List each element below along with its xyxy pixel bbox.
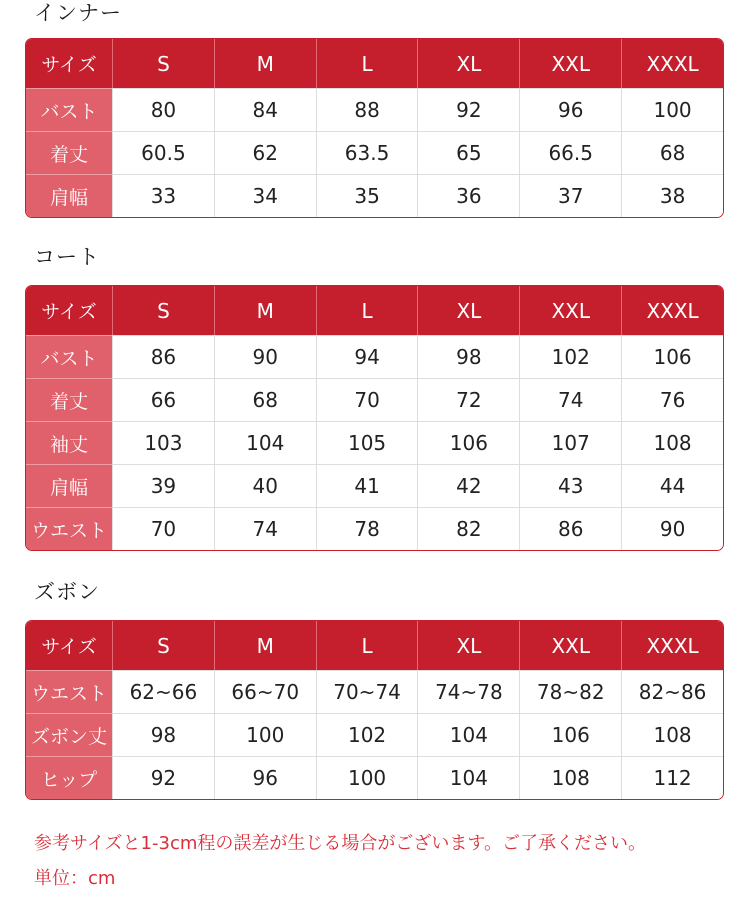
table-cell: 33: [112, 174, 214, 217]
table-cell: 104: [417, 713, 519, 756]
table-cell: 34: [214, 174, 316, 217]
table-row: [26, 88, 723, 131]
row-label: 肩幅: [26, 464, 112, 507]
table-row: [26, 174, 723, 217]
table-cell: 90: [214, 335, 316, 378]
table-cell: 38: [621, 174, 723, 217]
row-label: ズボン丈: [26, 713, 112, 756]
table-cell: 88: [316, 88, 418, 131]
table-cell: 84: [214, 88, 316, 131]
table-cell: 100: [316, 756, 418, 799]
table-cell: 94: [316, 335, 418, 378]
table-cell: 80: [112, 88, 214, 131]
header-cell-size: サイズ: [26, 286, 112, 335]
table-cell: 74~78: [417, 670, 519, 713]
header-cell-xl: XL: [417, 286, 519, 335]
table-cell: 62: [214, 131, 316, 174]
unit-note: 単位：cm: [34, 868, 116, 889]
table-row: [26, 335, 723, 378]
pants-header-row: [26, 621, 723, 670]
table-cell: 66.5: [519, 131, 621, 174]
header-cell-xxxl: XXXL: [621, 39, 723, 88]
coat-section-title: コート: [34, 245, 100, 269]
table-cell: 65: [417, 131, 519, 174]
table-cell: 107: [519, 421, 621, 464]
row-label: ウエスト: [26, 670, 112, 713]
header-cell-m: M: [214, 621, 316, 670]
header-cell-xxxl: XXXL: [621, 286, 723, 335]
table-row: [26, 507, 723, 550]
table-row: [26, 131, 723, 174]
table-cell: 41: [316, 464, 418, 507]
table-row: [26, 670, 723, 713]
table-cell: 44: [621, 464, 723, 507]
table-cell: 103: [112, 421, 214, 464]
coat-header-row: [26, 286, 723, 335]
header-cell-l: L: [316, 39, 418, 88]
table-cell: 37: [519, 174, 621, 217]
table-cell: 63.5: [316, 131, 418, 174]
row-label: バスト: [26, 88, 112, 131]
header-cell-size: サイズ: [26, 39, 112, 88]
table-cell: 74: [519, 378, 621, 421]
header-cell-size: サイズ: [26, 621, 112, 670]
table-cell: 96: [214, 756, 316, 799]
table-cell: 104: [417, 756, 519, 799]
table-row: [26, 464, 723, 507]
table-cell: 106: [519, 713, 621, 756]
disclaimer-note: 参考サイズと1-3cm程の誤差が生じる場合がございます。ご了承ください。: [34, 833, 646, 854]
header-cell-m: M: [214, 286, 316, 335]
table-cell: 70~74: [316, 670, 418, 713]
table-cell: 108: [519, 756, 621, 799]
table-cell: 78~82: [519, 670, 621, 713]
table-cell: 102: [316, 713, 418, 756]
table-cell: 82: [417, 507, 519, 550]
header-cell-xxxl: XXXL: [621, 621, 723, 670]
header-cell-xxl: XXL: [519, 286, 621, 335]
table-row: [26, 421, 723, 464]
table-cell: 70: [316, 378, 418, 421]
pants-size-table: [25, 620, 724, 800]
row-label: ウエスト: [26, 507, 112, 550]
table-cell: 86: [519, 507, 621, 550]
table-cell: 106: [417, 421, 519, 464]
table-cell: 82~86: [621, 670, 723, 713]
table-cell: 92: [417, 88, 519, 131]
row-label: 袖丈: [26, 421, 112, 464]
table-cell: 43: [519, 464, 621, 507]
table-cell: 35: [316, 174, 418, 217]
table-cell: 66: [112, 378, 214, 421]
inner-section-title: インナー: [34, 1, 122, 25]
table-row: [26, 756, 723, 799]
row-label: 着丈: [26, 378, 112, 421]
table-cell: 86: [112, 335, 214, 378]
table-cell: 40: [214, 464, 316, 507]
table-cell: 66~70: [214, 670, 316, 713]
table-cell: 112: [621, 756, 723, 799]
coat-size-table: [25, 285, 724, 551]
table-cell: 62~66: [112, 670, 214, 713]
row-label: バスト: [26, 335, 112, 378]
table-cell: 42: [417, 464, 519, 507]
table-cell: 96: [519, 88, 621, 131]
table-cell: 68: [621, 131, 723, 174]
table-cell: 100: [214, 713, 316, 756]
table-cell: 104: [214, 421, 316, 464]
table-cell: 60.5: [112, 131, 214, 174]
header-cell-l: L: [316, 621, 418, 670]
table-row: [26, 378, 723, 421]
header-cell-xl: XL: [417, 621, 519, 670]
table-cell: 39: [112, 464, 214, 507]
table-cell: 106: [621, 335, 723, 378]
header-cell-xxl: XXL: [519, 39, 621, 88]
table-cell: 68: [214, 378, 316, 421]
table-row: [26, 713, 723, 756]
row-label: ヒップ: [26, 756, 112, 799]
pants-section-title: ズボン: [34, 580, 100, 604]
inner-header-row: [26, 39, 723, 88]
inner-size-table: [25, 38, 724, 218]
table-cell: 78: [316, 507, 418, 550]
header-cell-s: S: [112, 286, 214, 335]
table-cell: 92: [112, 756, 214, 799]
header-cell-s: S: [112, 39, 214, 88]
row-label: 肩幅: [26, 174, 112, 217]
table-cell: 90: [621, 507, 723, 550]
table-cell: 74: [214, 507, 316, 550]
table-cell: 102: [519, 335, 621, 378]
table-cell: 108: [621, 421, 723, 464]
table-cell: 100: [621, 88, 723, 131]
header-cell-l: L: [316, 286, 418, 335]
header-cell-m: M: [214, 39, 316, 88]
table-cell: 105: [316, 421, 418, 464]
table-cell: 108: [621, 713, 723, 756]
header-cell-xxl: XXL: [519, 621, 621, 670]
table-cell: 36: [417, 174, 519, 217]
table-cell: 72: [417, 378, 519, 421]
table-cell: 70: [112, 507, 214, 550]
header-cell-xl: XL: [417, 39, 519, 88]
header-cell-s: S: [112, 621, 214, 670]
table-cell: 76: [621, 378, 723, 421]
table-cell: 98: [417, 335, 519, 378]
row-label: 着丈: [26, 131, 112, 174]
table-cell: 98: [112, 713, 214, 756]
